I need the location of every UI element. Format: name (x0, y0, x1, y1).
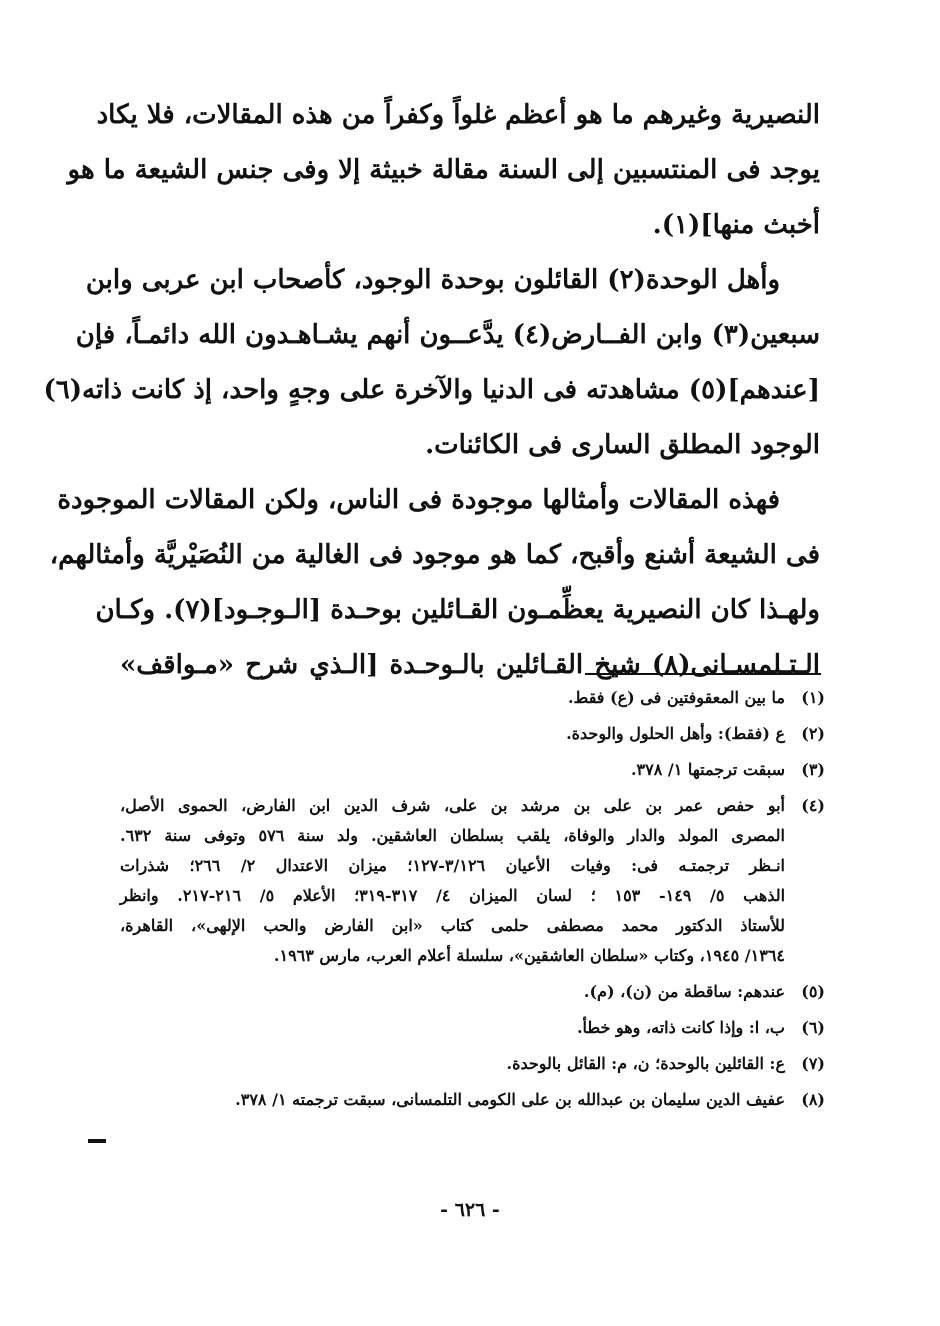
footnote-text: انـظر ترجمتـه فى: وفيات الأعيان ٣/١٢٦-١٢٧؛ ميزان الاعتدال ٢/ ٢٦٦؛ شذرات (120, 856, 785, 875)
footnote-number: (٦) (801, 1018, 825, 1037)
footnote-text: ع (فقط): وأهل الحلول والوحدة. (566, 724, 785, 743)
text-line: الوجود المطلق السارى فى الكائنات. (425, 430, 820, 460)
footnote-7 (120, 1049, 825, 1079)
footnote-text: ما بين المعقوفتين فى (ع) فقط. (567, 688, 785, 707)
text-line: [عندهم](٥) مشاهدته فى الدنيا والآخرة على وجهٍ واحد، إذ كانت ذاته(٦) (43, 375, 820, 405)
continuation-dash (88, 1139, 106, 1143)
footnote-text: عفيف الدين سليمان بن عبدالله بن على الكومى التلمسانى، سبقت ترجمته ١/ ٣٧٨. (235, 1090, 785, 1109)
text-line: النصيرية وغيرهم ما هو أعظم غلواً وكفراً من هذه المقالات، فلا يكاد (96, 100, 820, 130)
main-text-block (43, 88, 820, 693)
text-line: فهذه المقالات وأمثالها موجودة فى الناس، ولكن المقالات الموجودة (57, 485, 780, 515)
footnote-5 (120, 977, 825, 1007)
footnote-separator (585, 673, 821, 675)
footnote-4 (120, 791, 825, 971)
footnote-8 (120, 1085, 825, 1115)
footnote-number: (٧) (801, 1054, 825, 1073)
text-line: يوجد فى المنتسبين إلى السنة مقالة خبيثة إلا وفى جنس الشيعة ما هو (67, 155, 820, 185)
footnote-number: (٣) (801, 760, 825, 779)
page-number: - ٦٢٦ - (440, 1199, 500, 1221)
footnote-number: (٢) (801, 724, 825, 743)
footnote-text: سبقت ترجمتها ١/ ٣٧٨. (630, 760, 785, 779)
text-line: الـتـلمسـانى(٨) شيخ القـائلين بالـوحـدة [الـذي شرح «مـواقف» (120, 650, 820, 680)
text-line: سبعين(٣) وابن الفــارض(٤) يدَّعــون أنهم يشـاهـدون الله دائمـاً، فإن (75, 320, 820, 350)
text-line: ولهـذا كان النصيرية يعظِّمـون القـائلين بوحـدة [الـوجـود](٧). وكـان (95, 595, 820, 625)
footnote-number: (٥) (801, 982, 825, 1001)
footnote-number: (١) (801, 688, 825, 707)
footnote-text: أبو حفص عمر بن على بن مرشد بن على، شرف الدين ابن الفارض، الحموى الأصل، (120, 796, 785, 815)
footnote-1 (120, 683, 825, 713)
footnote-text: ١٣٦٤/ ١٩٤٥، وكتاب «سلطان العاشقين»، سلسلة أعلام العرب، مارس ١٩٦٣. (273, 946, 785, 965)
footnote-6 (120, 1013, 825, 1043)
footnote-number: (٤) (801, 796, 825, 815)
text-line: فى الشيعة أشنع وأقبح، كما هو موجود فى الغالية من النُصَيْريَّة وأمثالهم، (49, 540, 820, 570)
footnote-3 (120, 755, 825, 785)
footnote-text: المصرى المولد والدار والوفاة، يلقب بسلطان العاشقين. ولد سنة ٥٧٦ وتوفى سنة ٦٣٢. (120, 826, 786, 845)
footnote-text: عندهم: ساقطة من (ن)، (م). (583, 982, 785, 1001)
footnote-text: للأستاذ الدكتور محمد مصطفى حلمى كتاب «ابن الفارض والحب الإلهى»، القاهرة، (120, 916, 785, 935)
footnote-2 (120, 719, 825, 749)
footnotes (120, 683, 825, 1121)
text-line: وأهل الوحدة(٢) القائلون بوحدة الوجود، كأصحاب ابن عربى وابن (85, 265, 780, 295)
footnote-text: ع: القائلين بالوحدة؛ ن، م: القائل بالوحدة. (506, 1054, 785, 1073)
footnote-text: ب، ا: وإذا كانت ذاته، وهو خطأ. (576, 1018, 785, 1037)
text-line: أخبث منها](١). (652, 210, 820, 240)
footnote-text: الذهب ٥/ ١٤٩- ١٥٣ ؛ لسان الميزان ٤/ ٣١٧-٣١٩؛ الأعلام ٥/ ٢١٦-٢١٧. وانظر (120, 886, 786, 905)
footnote-number: (٨) (801, 1090, 825, 1109)
